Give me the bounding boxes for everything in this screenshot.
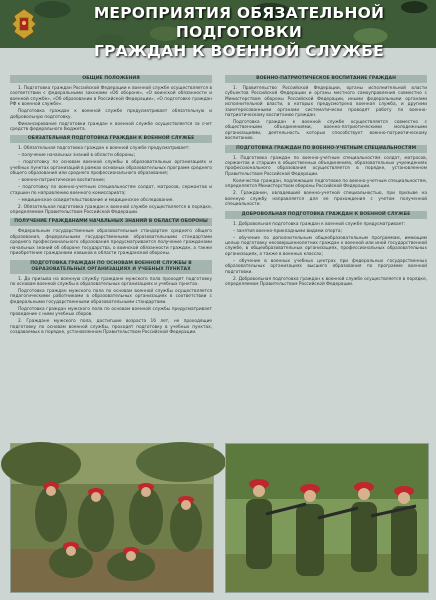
section-text: [225, 86, 427, 142]
section-text: [10, 146, 212, 215]
paragraph: 1. Обязательная подготовка граждан к военной службе предусматривает:: [18, 146, 190, 152]
paragraph: Подготовка граждан к военной службе предусматривает обязательную и добровольную подготовку.: [10, 109, 212, 120]
paragraph: – получение начальных знаний в области обороны;: [18, 153, 136, 159]
paragraph: 1. Добровольная подготовка граждан к военной службе предусматривает:: [233, 221, 406, 227]
paragraph: – подготовку по военно-учетным специальностям солдат, матросов, сержантов и старшин по направлению военного комиссариата;: [10, 185, 212, 196]
left-column: [10, 72, 212, 337]
section-heading: ВОЕННО-ПАТРИОТИЧЕСКОЕ ВОСПИТАНИЕ ГРАЖДАН: [225, 75, 427, 83]
section-text: [10, 277, 212, 336]
paragraph: Федеральным государственным образовательным стандартом среднего общего образования, федеральными государственными образовательными стандартами среднего профессионального образования предусматривается получение гражданами начальных знаний об обороне государства, о воинской обязанности граждан, а также приобретение гражданами навыков в области гражданской обороны.: [10, 229, 212, 257]
section-heading: ПОДГОТОВКА ГРАЖДАН ПО ВОЕННО-УЧЕТНЫМ СПЕЦИАЛЬНОСТЯМ: [225, 145, 427, 153]
paragraph: – обучение по дополнительным общеобразовательным программам, имеющим целью подготовку несовершеннолетних граждан к военной или иной государственной службе, в общеобразовательных организациях, профессиональных образовательных организациях, а также в военных классах;: [225, 235, 427, 257]
paragraph: Количество граждан, подлежащих подготовке по военно-учетным специальностям, определяется Министерством обороны Российской Федерации.: [225, 178, 427, 190]
poster-title: [48, 4, 430, 61]
cadets-rifle-drill-illustration: [226, 444, 428, 592]
paragraph: – подготовку по основам военной службы в образовательных организациях и учебных пунктах организаций в рамках основных образовательных программ среднего общего образования или среднего профессионального образования;: [10, 160, 212, 177]
paragraph: 1. Подготовка граждан по военно-учетным специальностям солдат, матросов, сержантов и старшин в общественных объединениях, образовательных учреждениях профессионального образования осуществляется в порядке, установленном Правительством Российской Федерации.: [225, 155, 427, 177]
section-heading: ПОДГОТОВКА ГРАЖДАН ПО ОСНОВАМ ВОЕННОЙ СЛУЖБЫ В ОБРАЗОВАТЕЛЬНЫХ ОРГАНИЗАЦИЯХ И УЧЕБНЫХ ПУНКТАХ: [10, 260, 212, 274]
paragraph: Подготовка граждан к военной службе осуществляется совместно с общественными объединениями, военно-патриотическими молодежными организациями, деятельность которых способствует военно-патриотическому воспитанию.: [225, 120, 427, 142]
title-line-2: ГРАЖДАН К ВОЕННОЙ СЛУЖБЕ: [94, 42, 384, 60]
paragraph: 2. Гражданин, овладевший военно-учетной специальностью, при призыве на военную службу направляется для ее прохождения с учетом полученной специальности.: [225, 191, 427, 208]
paragraph: 2. Добровольная подготовка граждан к военной службе осуществляется в порядке, определяемом Правительством Российской Федерации.: [225, 276, 427, 287]
paragraph: 1. До призыва на военную службу граждане мужского пола проходят подготовку по основам военной службы в образовательных организациях и учебных пунктах.: [10, 276, 212, 287]
section-text: [10, 229, 212, 256]
section-text: [225, 156, 427, 208]
army-emblem-icon: [6, 6, 42, 42]
soldiers-training-illustration: [11, 444, 213, 592]
paragraph: Подготовка граждан мужского пола по основам военной службы осуществляется педагогическими работниками в образовательных организациях в соответствии с федеральными государственными образовательными стандартами.: [10, 288, 212, 305]
paragraph: 2. Граждане мужского пола, достигшие возраста 16 лет, не проходящие подготовку по основам военной службы, проходят подготовку в учебных пунктах, создаваемых в порядке, установленном Правительством Российской Федерации.: [10, 319, 212, 335]
paragraph: – занятия военно-прикладными видами спорта;: [233, 228, 342, 234]
paragraph: Подготовка граждан мужского пола по основам военной службы предусматривает проведение с ними учебных сборов.: [10, 306, 212, 318]
section-text: [225, 222, 427, 288]
cadets-rifle-drill-photo: [225, 443, 429, 593]
section-text: [10, 86, 212, 132]
paragraph: – военно-патриотическое воспитание;: [18, 178, 106, 184]
paragraph: 2. Обязательная подготовка граждан к военной службе осуществляется в порядке, определяемом Правительством Российской Федерации.: [10, 204, 212, 216]
paragraph: – медицинское освидетельствование и медицинское обследование.: [18, 197, 174, 203]
section-heading: ДОБРОВОЛЬНАЯ ПОДГОТОВКА ГРАЖДАН К ВОЕННОЙ СЛУЖБЕ: [225, 211, 427, 219]
soldiers-training-photo: [10, 443, 214, 593]
section-heading: ОБЯЗАТЕЛЬНАЯ ПОДГОТОВКА ГРАЖДАН К ВОЕННОЙ СЛУЖБЕ: [10, 135, 212, 143]
paragraph: 1. Правительство Российской Федерации, органы исполнительной власти субъектов Российской Федерации и органы местного самоуправления совместно с Министерством обороны Российской Федерации, иными федеральными органами исполнительной власти, в которых предусмотрена военная служба, и другими заинтересованными органами систематически проводят работу по военно-патриотическому воспитанию граждан.: [225, 86, 427, 119]
paragraph: Финансирование подготовки граждан к военной службе осуществляется за счет средств федерального бюджета.: [10, 121, 212, 133]
section-heading: ОБЩИЕ ПОЛОЖЕНИЯ: [10, 75, 212, 83]
paragraph: 1. Подготовка граждан Российской Федерации к военной службе осуществляется в соответствии с федеральными законами «Об обороне», «О воинской обязанности и военной службе», «Об образовании в Российской Федерации», «О подготовке граждан РФ к военной службе».: [10, 86, 212, 108]
right-column: [225, 72, 427, 289]
paragraph: – обучение в военных учебных центрах при федеральных государственных образовательных организациях высшего образования по программе военной подготовки.: [225, 258, 427, 275]
title-line-1: МЕРОПРИЯТИЯ ОБЯЗАТЕЛЬНОЙ ПОДГОТОВКИ: [93, 4, 385, 41]
section-heading: ПОЛУЧЕНИЕ ГРАЖДАНАМИ НАЧАЛЬНЫХ ЗНАНИЙ В ОБЛАСТИ ОБОРОНЫ: [10, 218, 212, 226]
header-banner: [0, 0, 436, 60]
